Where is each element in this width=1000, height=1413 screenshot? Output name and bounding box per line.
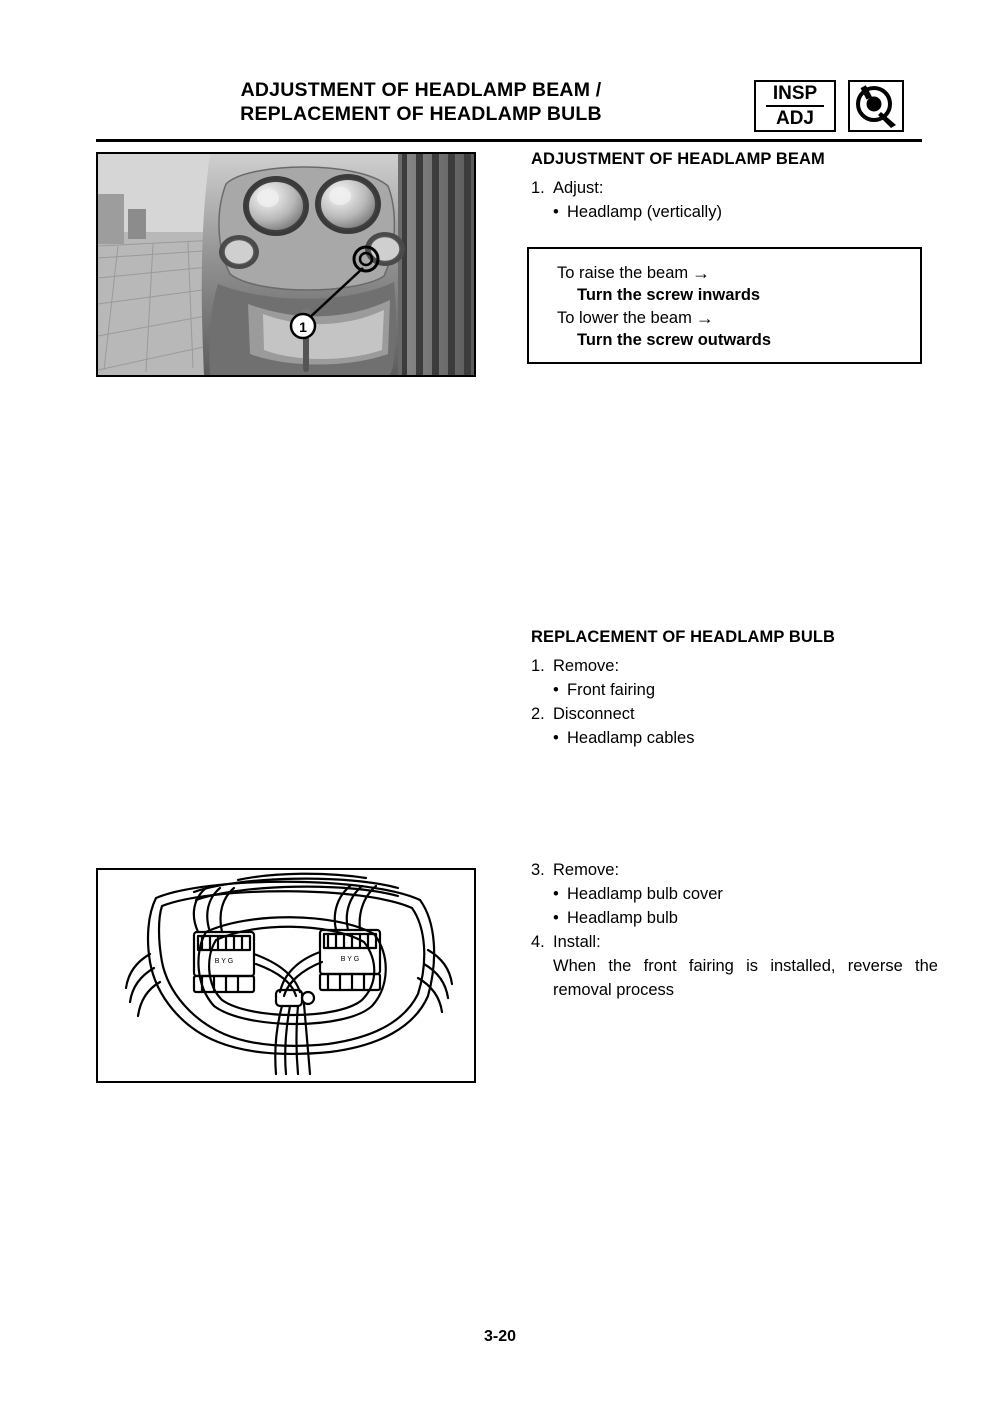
adj-label: ADJ: [775, 107, 814, 129]
photo-content: [98, 154, 474, 375]
adjustment-step-1: [531, 176, 931, 200]
bullet-dot-icon: •: [553, 909, 559, 927]
bullet-dot-icon: •: [553, 681, 559, 699]
adjustment-section-title: ADJUSTMENT OF HEADLAMP BEAM: [531, 150, 825, 168]
replacement-step-1: [531, 654, 931, 678]
page-title: [96, 78, 746, 126]
beam-note-line-1: [529, 249, 920, 284]
connector-label-left: B Y G: [214, 958, 234, 965]
drawing-content: [98, 870, 474, 1081]
arrow-right-icon: →: [692, 263, 711, 283]
header-divider: [96, 139, 922, 142]
replacement-step-2: [531, 702, 931, 726]
page-title-line-1: ADJUSTMENT OF HEADLAMP BEAM /: [240, 79, 602, 101]
replacement-section: [531, 628, 931, 750]
step-4: [531, 930, 931, 954]
step-4-number: 4.: [531, 933, 545, 951]
beam-note-line-4: Turn the screw outwards: [577, 331, 772, 349]
replacement-step-1-bullet-text: Front fairing: [567, 681, 656, 699]
replacement-section-title: REPLACEMENT OF HEADLAMP BULB: [531, 628, 836, 646]
step-3-bullet-1-text: Headlamp bulb cover: [567, 885, 723, 903]
page-title-line-2: REPLACEMENT OF HEADLAMP BULB: [240, 103, 602, 125]
adjustment-bullet-1-text: Headlamp (vertically): [567, 203, 722, 221]
step-4-text: Install:: [553, 933, 601, 951]
beam-note-line-1-text: To raise the beam: [557, 264, 689, 282]
beam-note-line-3: [529, 306, 920, 329]
replacement-step-2-bullet-text: Headlamp cables: [567, 729, 695, 747]
step-3-bullet-2: [531, 906, 931, 930]
bullet-dot-icon: •: [553, 203, 559, 221]
adjustment-step-1-number: 1.: [531, 179, 545, 197]
replacement-step-1-number: 1.: [531, 657, 545, 675]
inspection-adjustment-icon-box: [848, 80, 904, 132]
page-header: [96, 78, 922, 140]
step-3-bullet-2-text: Headlamp bulb: [567, 909, 678, 927]
insp-adj-badge: [754, 80, 836, 132]
adjustment-section: [531, 150, 931, 224]
insp-label: INSP: [766, 84, 824, 107]
bullet-dot-icon: •: [553, 885, 559, 903]
replacement-step-1-bullet: [531, 678, 931, 702]
adjustment-step-1-text: Adjust:: [553, 179, 604, 197]
beam-note-line-3-text: To lower the beam: [557, 309, 692, 327]
step-3: [531, 858, 931, 882]
adjustment-bullet-1: [531, 200, 931, 224]
step-3-number: 3.: [531, 861, 545, 879]
svg-text:1: 1: [299, 319, 307, 335]
lower-steps-section: [531, 858, 938, 1002]
connector-label-right: B Y G: [340, 956, 360, 963]
replacement-step-2-text: Disconnect: [553, 705, 635, 723]
page-footer: [0, 1328, 1000, 1346]
replacement-step-2-bullet: [531, 726, 931, 750]
step-3-text: Remove:: [553, 861, 620, 879]
replacement-step-1-text: Remove:: [553, 657, 620, 675]
beam-note-line-2: Turn the screw inwards: [577, 286, 761, 304]
step-4-paragraph: When the front fairing is installed, reverse the removal process: [553, 957, 938, 999]
replacement-step-2-number: 2.: [531, 705, 545, 723]
step-3-bullet-1: [531, 882, 931, 906]
bullet-dot-icon: •: [553, 729, 559, 747]
headlamp-bulb-connectors-drawing: [96, 868, 476, 1083]
page-number: 3-20: [483, 1328, 517, 1345]
beam-direction-note-box: [527, 247, 922, 364]
scooter-front-headlamp-photo: [96, 152, 476, 377]
inspection-adjustment-icon: [853, 84, 899, 128]
arrow-right-icon-2: →: [695, 308, 714, 328]
